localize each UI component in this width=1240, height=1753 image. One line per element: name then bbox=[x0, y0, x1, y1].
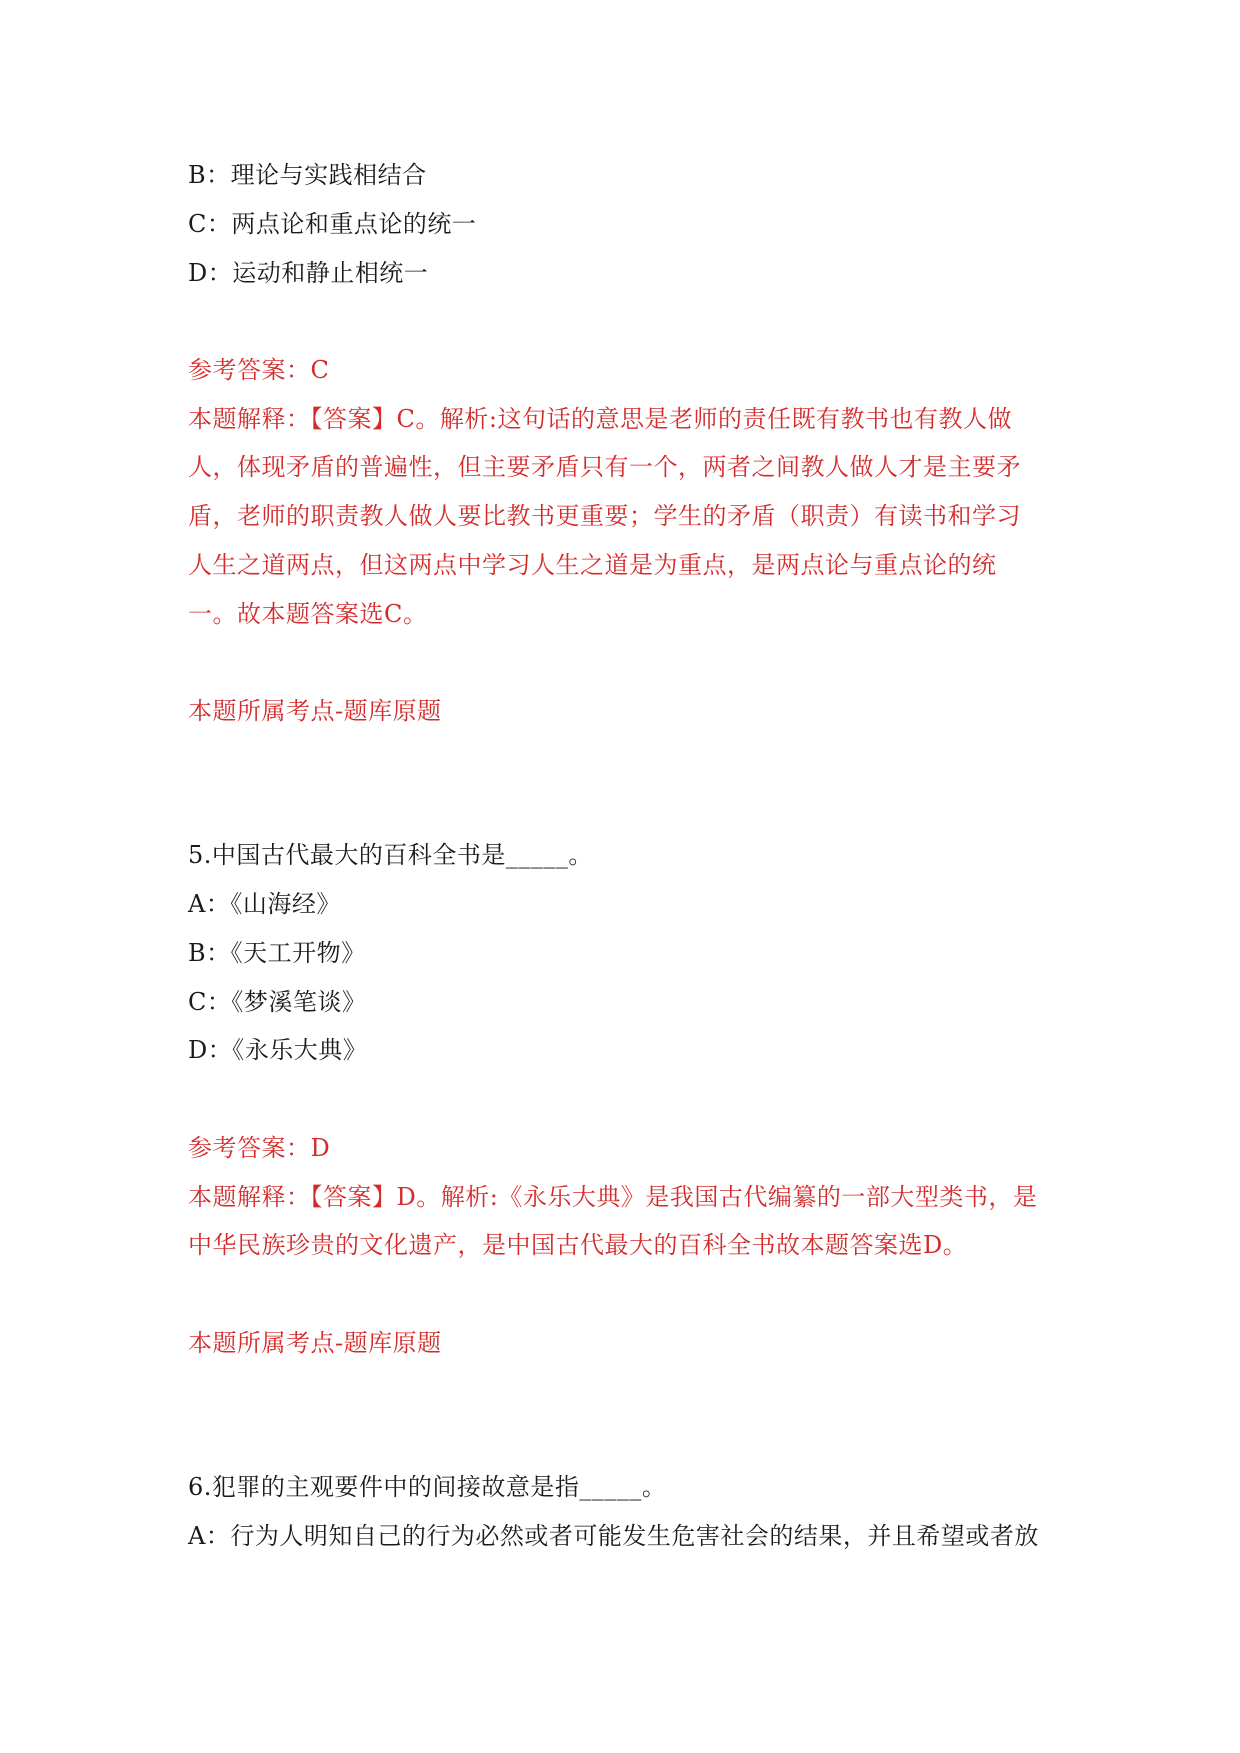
reference-answer: 参考答案：D bbox=[188, 1134, 331, 1162]
option-c: C：两点论和重点论的统一 bbox=[188, 210, 477, 238]
explanation-line: 本题解释：【答案】D。解析:《永乐大典》是我国古代编纂的一部大型类书，是 bbox=[188, 1183, 1038, 1211]
option-a: A：行为人明知自己的行为必然或者可能发生危害社会的结果，并且希望或者放 bbox=[188, 1522, 1039, 1550]
reference-answer: 参考答案：C bbox=[188, 356, 330, 384]
explanation-line: 本题解释：【答案】C。解析:这句话的意思是老师的责任既有教书也有教人做 bbox=[188, 405, 1012, 433]
explanation-line: 一。故本题答案选C。 bbox=[188, 600, 428, 628]
option-d: D：《永乐大典》 bbox=[188, 1036, 368, 1064]
explanation-line: 人生之道两点，但这两点中学习人生之道是为重点，是两点论与重点论的统 bbox=[188, 551, 997, 579]
question-6: 6.犯罪的主观要件中的间接故意是指_____。 bbox=[188, 1473, 667, 1501]
question-source: 本题所属考点-题库原题 bbox=[188, 1329, 442, 1357]
option-d: D：运动和静止相统一 bbox=[188, 259, 429, 287]
option-b: B：理论与实践相结合 bbox=[188, 161, 427, 189]
explanation-line: 中华民族珍贵的文化遗产，是中国古代最大的百科全书故本题答案选D。 bbox=[188, 1231, 968, 1259]
option-a: A：《山海经》 bbox=[188, 890, 341, 918]
explanation-line: 盾，老师的职责教人做人要比教书更重要；学生的矛盾（职责）有读书和学习 bbox=[188, 502, 1021, 530]
question-source: 本题所属考点-题库原题 bbox=[188, 697, 442, 725]
option-c: C：《梦溪笔谈》 bbox=[188, 988, 367, 1016]
option-b: B：《天工开物》 bbox=[188, 939, 366, 967]
explanation-line: 人，体现矛盾的普遍性，但主要矛盾只有一个，两者之间教人做人才是主要矛 bbox=[188, 453, 1021, 481]
question-5: 5.中国古代最大的百科全书是_____。 bbox=[188, 841, 593, 869]
